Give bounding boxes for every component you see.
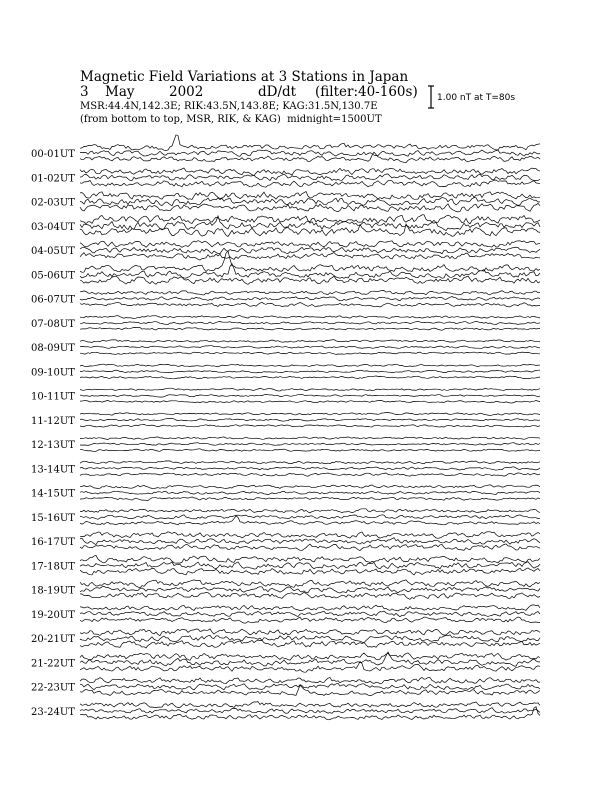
hour-label: 17-18UT (31, 561, 75, 573)
trace-kag-02-03ut (80, 192, 540, 200)
trace-msr-19-20ut (80, 617, 540, 623)
hour-label: 09-10UT (31, 367, 75, 379)
trace-kag-15-16ut (80, 509, 540, 513)
hour-label: 07-08UT (31, 318, 75, 330)
day-label: 3 (80, 84, 89, 100)
chart-title: Magnetic Field Variations at 3 Stations in Japan (80, 69, 409, 85)
hour-label: 21-22UT (31, 658, 75, 670)
trace-kag-11-12ut (80, 412, 540, 415)
trace-msr-22-23ut (80, 685, 540, 695)
hour-label: 18-19UT (31, 585, 75, 597)
trace-kag-16-17ut (80, 532, 540, 539)
hour-label: 01-02UT (31, 173, 75, 185)
trace-kag-13-14ut (80, 461, 540, 464)
trace-rik-09-10ut (80, 370, 540, 373)
trace-rik-18-19ut (80, 586, 540, 593)
trace-msr-07-08ut (80, 328, 540, 331)
trace-rik-06-07ut (80, 297, 540, 301)
trace-kag-04-05ut (80, 241, 540, 248)
hour-label: 20-21UT (31, 634, 75, 646)
hour-label: 15-16UT (31, 512, 75, 524)
trace-kag-17-18ut (80, 555, 540, 563)
trace-kag-09-10ut (80, 364, 540, 367)
trace-msr-21-22ut (80, 662, 540, 673)
hour-label: 13-14UT (31, 464, 75, 476)
trace-kag-20-21ut (80, 629, 540, 636)
trace-msr-23-24ut (80, 707, 540, 720)
trace-msr-11-12ut (80, 424, 540, 427)
year-label: 2002 (169, 84, 204, 100)
hour-label: 10-11UT (31, 391, 75, 403)
hour-label: 22-23UT (31, 682, 75, 694)
trace-kag-00-01ut (80, 135, 540, 151)
trace-rik-08-09ut (80, 346, 540, 349)
trace-msr-20-21ut (80, 640, 540, 648)
component-label: dD/dt (258, 84, 297, 100)
trace-kag-07-08ut (80, 316, 540, 319)
trace-rik-10-11ut (80, 394, 540, 397)
hour-label: 03-04UT (31, 221, 75, 233)
trace-rik-03-04ut (80, 216, 540, 231)
hour-label: 12-13UT (31, 440, 75, 452)
trace-kag-03-04ut (80, 215, 540, 224)
trace-kag-12-13ut (80, 437, 540, 440)
trace-kag-22-23ut (80, 677, 540, 683)
trace-rik-12-13ut (80, 443, 540, 446)
hour-label: 23-24UT (31, 706, 75, 718)
trace-rik-14-15ut (80, 491, 540, 495)
trace-rik-04-05ut (80, 247, 540, 254)
trace-rik-19-20ut (80, 611, 540, 617)
hour-label: 04-05UT (31, 246, 75, 258)
trace-msr-18-19ut (80, 592, 540, 599)
hour-label: 02-03UT (31, 197, 75, 209)
trace-rik-00-01ut (80, 150, 540, 156)
month-label: May (105, 84, 135, 100)
trace-msr-01-02ut (80, 180, 540, 187)
hour-label: 16-17UT (31, 537, 75, 549)
scale-bar-label: 1.00 nT at T=80s (437, 93, 516, 103)
trace-msr-04-05ut (80, 253, 540, 261)
trace-rik-23-24ut (80, 708, 540, 714)
trace-rik-07-08ut (80, 321, 540, 324)
hour-label: 05-06UT (31, 270, 75, 282)
trace-msr-00-01ut (80, 152, 540, 163)
trace-rik-20-21ut (80, 635, 540, 643)
order-note-text: (from bottom to top, MSR, RIK, & KAG) (80, 114, 281, 125)
trace-kag-10-11ut (80, 388, 540, 391)
trace-group (31, 135, 540, 720)
trace-rik-15-16ut (80, 515, 540, 520)
trace-rik-16-17ut (80, 538, 540, 545)
trace-msr-16-17ut (80, 544, 540, 551)
trace-msr-12-13ut (80, 449, 540, 452)
trace-rik-17-18ut (80, 562, 540, 569)
trace-kag-06-07ut (80, 291, 540, 295)
trace-kag-21-22ut (80, 653, 540, 660)
trace-kag-19-20ut (80, 605, 540, 611)
trace-rik-13-14ut (80, 467, 540, 470)
trace-rik-11-12ut (80, 418, 540, 421)
trace-kag-18-19ut (80, 580, 540, 588)
trace-rik-01-02ut (80, 174, 540, 181)
trace-kag-14-15ut (80, 485, 540, 489)
trace-msr-02-03ut (80, 203, 540, 212)
station-coordinates: MSR:44.4N,142.3E; RIK:43.5N,143.8E; KAG:31.5N,130.7E (80, 101, 378, 112)
trace-msr-17-18ut (80, 568, 540, 575)
trace-msr-06-07ut (80, 302, 540, 307)
filter-label: (filter:40-160s) (315, 84, 418, 100)
trace-kag-23-24ut (80, 702, 540, 708)
hour-label: 08-09UT (31, 343, 75, 355)
trace-msr-09-10ut (80, 376, 540, 379)
trace-msr-10-11ut (80, 400, 540, 403)
trace-kag-01-02ut (80, 168, 540, 176)
trace-kag-08-09ut (80, 340, 540, 343)
hour-label: 06-07UT (31, 294, 75, 306)
trace-msr-13-14ut (80, 473, 540, 476)
hour-label: 00-01UT (31, 149, 75, 161)
trace-kag-05-06ut (80, 251, 540, 272)
trace-msr-08-09ut (80, 352, 540, 354)
trace-msr-05-06ut (80, 276, 540, 284)
trace-msr-14-15ut (80, 497, 540, 501)
hour-label: 19-20UT (31, 609, 75, 621)
midnight-note: midnight=1500UT (287, 114, 382, 125)
trace-rik-02-03ut (80, 198, 540, 206)
hour-label: 14-15UT (31, 488, 75, 500)
trace-rik-22-23ut (80, 683, 540, 690)
hour-label: 11-12UT (31, 415, 75, 427)
